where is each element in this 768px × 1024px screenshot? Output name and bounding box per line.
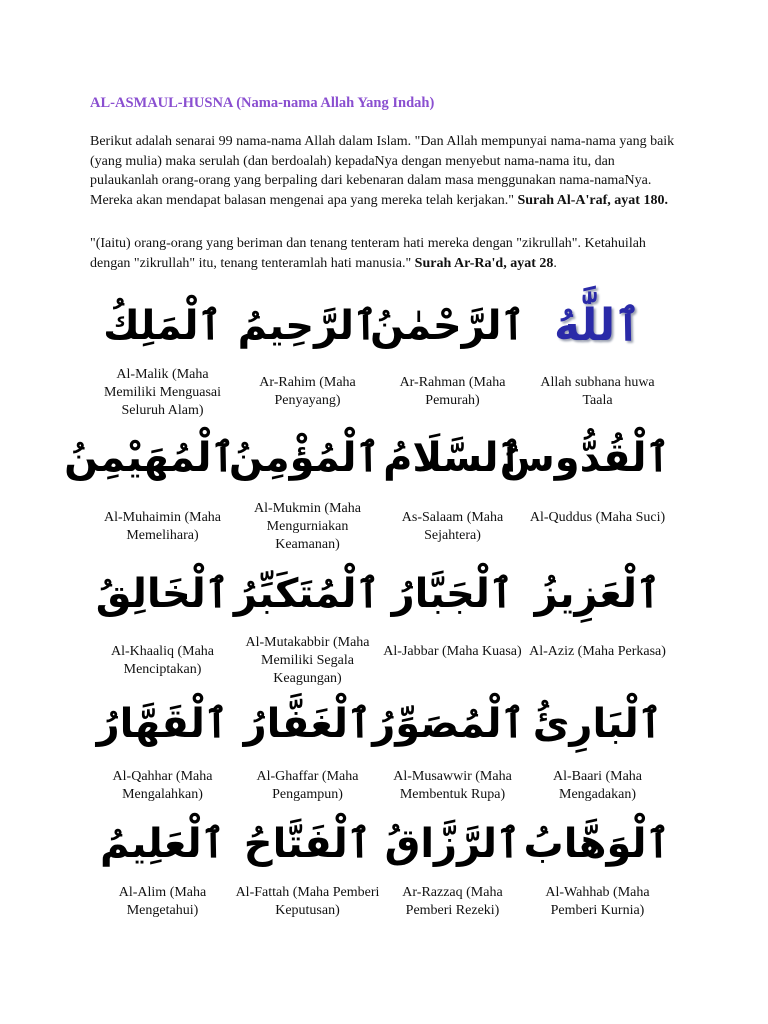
quote-end: . <box>553 255 557 271</box>
name-caption: As-Salaam (Maha Sejahtera) <box>401 510 504 543</box>
intro-paragraph <box>90 132 680 210</box>
name-caption: Al-Ghaffar (Maha Pengampun) <box>256 769 359 802</box>
name-caption: Al-Alim (Maha Mengetahui) <box>118 885 207 918</box>
name-caption: Al-Mutakabbir (Maha Memiliki Segala Keagungan) <box>245 635 370 686</box>
quote-citation: Surah Ar-Ra'd, ayat 28 <box>414 255 554 271</box>
arabic-calligraphy: ٱلْفَتَّاحُ <box>243 821 372 867</box>
allah-calligraphy: ٱللَّٰهُ <box>554 300 641 351</box>
arabic-calligraphy: ٱلْبَارِئُ <box>532 701 663 747</box>
page-title: AL-ASMAUL-HUSNA (Nama-nama Allah Yang Indah) <box>90 95 435 111</box>
name-caption: Ar-Rahim (Maha Penyayang) <box>259 375 356 408</box>
quote-text: "(Iaitu) orang-orang yang beriman dan tenang tenteram hati mereka dengan "zikrullah". Ketahuilah dengan "zikrullah" itu, tenang tenteramlah hati manusia." <box>90 236 646 271</box>
arabic-calligraphy: ٱلْخَالِقُ <box>95 571 230 617</box>
name-caption: Al-Jabbar (Maha Kuasa) <box>383 644 522 659</box>
arabic-calligraphy: ٱلرَّحْمٰنُ <box>370 303 525 349</box>
arabic-calligraphy: ٱلْقَهَّارُ <box>96 701 229 747</box>
name-caption: Al-Khaaliq (Maha Menciptakan) <box>110 644 215 677</box>
arabic-calligraphy: ٱلرَّحِيمُ <box>237 303 378 349</box>
name-caption: Ar-Razzaq (Maha Pemberi Rezeki) <box>402 885 503 918</box>
name-caption: Al-Wahhab (Maha Pemberi Kurnia) <box>545 885 650 918</box>
name-caption: Al-Baari (Maha Mengadakan) <box>552 769 643 802</box>
arabic-calligraphy: ٱلْمُؤْمِنُ <box>228 435 380 481</box>
name-caption: Ar-Rahman (Maha Pemurah) <box>399 375 506 408</box>
intro-citation: Surah Al-A'raf, ayat 180. <box>517 192 668 208</box>
name-caption: Al-Quddus (Maha Suci) <box>529 510 666 525</box>
arabic-calligraphy: ٱلْمَلِكُ <box>103 303 222 349</box>
arabic-calligraphy: ٱلْمُهَيْمِنُ <box>64 435 235 481</box>
arabic-calligraphy: ٱلْمُصَوِّرُ <box>372 701 525 747</box>
name-caption: Al-Malik (Maha Memiliki Menguasai Seluruh Alam) <box>103 367 222 418</box>
name-caption: Al-Qahhar (Maha Mengalahkan) <box>112 769 213 802</box>
quote-paragraph <box>90 234 680 273</box>
arabic-calligraphy: ٱلْقُدُّوسُ <box>499 435 670 481</box>
arabic-calligraphy: ٱلْمُتَكَبِّرُ <box>233 571 380 617</box>
arabic-calligraphy: ٱلْغَفَّارُ <box>243 701 372 747</box>
arabic-calligraphy: ٱلْجَبَّارُ <box>391 571 514 617</box>
name-caption: Al-Fattah (Maha Pemberi Keputusan) <box>235 885 380 918</box>
name-caption: Al-Muhaimin (Maha Memelihara) <box>103 510 222 543</box>
arabic-calligraphy: ٱلْعَزِيزُ <box>534 571 661 617</box>
name-caption: Al-Mukmin (Maha Mengurniakan Keamanan) <box>254 501 361 552</box>
name-caption: Allah subhana huwa Taala <box>540 375 655 408</box>
arabic-calligraphy: ٱلسَّلَامُ <box>383 435 522 481</box>
arabic-calligraphy: ٱلْعَلِيمُ <box>99 821 226 867</box>
arabic-calligraphy: ٱلْوَهَّابُ <box>523 821 670 867</box>
name-caption: Al-Musawwir (Maha Membentuk Rupa) <box>393 769 512 802</box>
arabic-calligraphy: ٱلرَّزَّاقُ <box>384 821 521 867</box>
intro-text: Berikut adalah senarai 99 nama-nama Allah dalam Islam. "Dan Allah mempunyai nama-nama yang baik (yang mulia) maka serulah (dan berdoalah) kepadaNya dengan menyebut nama-nama itu, dan pulaukanlah orang-orang yang berpaling dari kebenaran dalam masa menggunakan nama-namaNya. Mereka akan mendapat balasan mengenai apa yang mereka telah kerjakan." <box>90 134 675 208</box>
name-caption: Al-Aziz (Maha Perkasa) <box>529 644 666 659</box>
